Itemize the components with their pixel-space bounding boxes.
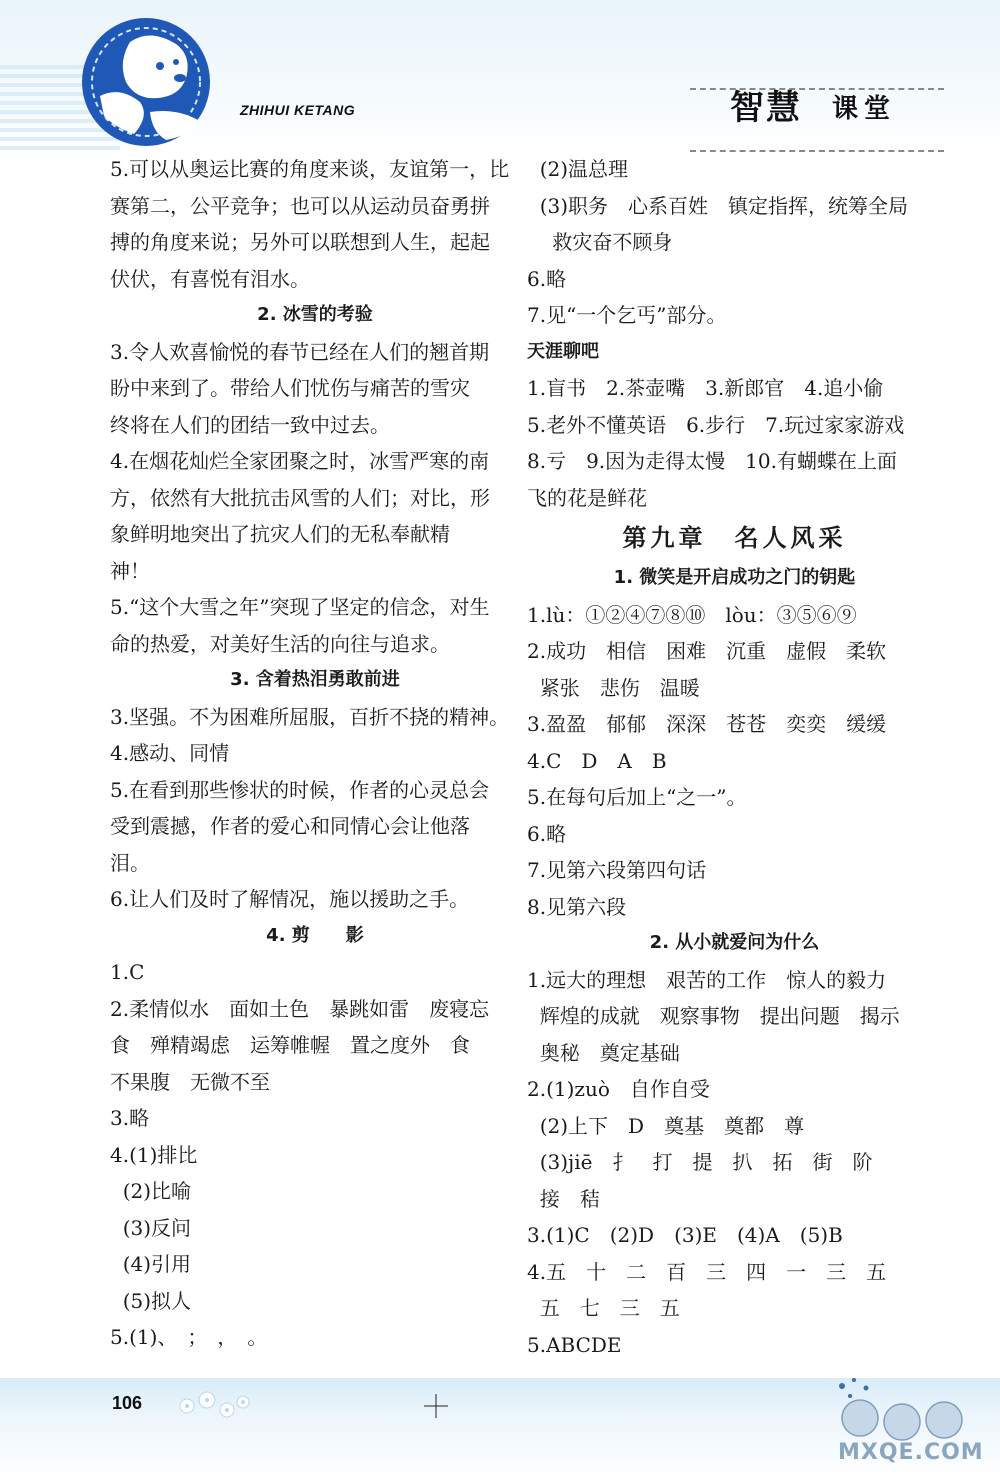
answer-line: (4)引用 — [110, 1252, 192, 1276]
answer-line: 5.在看到那些惨状的时候，作者的心灵总会 — [110, 777, 490, 802]
answer-line: 4.在烟花灿烂全家团聚之时，冰雪严寒的南 — [110, 449, 490, 473]
answer-line: 紧张 悲伤 温暖 — [527, 675, 700, 700]
brand-english: ZHIHUI KETANG — [240, 102, 356, 118]
answer-line: (2)温总理 — [527, 157, 629, 181]
answer-line: (3)jiē 扌 打 提 扒 拓 街 阶 — [527, 1150, 873, 1174]
registration-mark-icon — [424, 1394, 448, 1418]
answer-line: 4.五 十 二 百 三 四 一 三 五 — [527, 1259, 887, 1284]
answer-line: 象鲜明地突出了抗灾人们的无私奉献精 — [110, 522, 450, 546]
answer-line: 6.让人们及时了解情况，施以援助之手。 — [110, 887, 470, 911]
answer-line: 2.柔情似水 面如土色 暴跳如雷 废寝忘 — [110, 996, 490, 1021]
answer-line: 命的热爱，对美好生活的向往与追求。 — [110, 631, 450, 656]
answer-line: (3)职务 心系百姓 镇定指挥，统筹全局 — [527, 193, 909, 218]
answer-line: 2.成功 相信 困难 沉重 虚假 柔软 — [527, 639, 887, 663]
brand-box — [690, 88, 944, 152]
answer-line: 神！ — [110, 558, 150, 583]
answer-line: 伏伏，有喜悦有泪水。 — [110, 266, 310, 291]
answer-line: (2)上下 D 奠基 奠都 尊 — [527, 1113, 805, 1138]
answer-line: 方，依然有大批抗击风雪的人们；对比，形 — [110, 485, 490, 510]
answer-line: 4.C D A B — [527, 748, 667, 773]
answer-line: 泪。 — [110, 850, 150, 875]
answer-line: 1.远大的理想 艰苦的工作 惊人的毅力 — [527, 967, 887, 992]
section-heading: 2. 冰雪的考验 — [257, 304, 373, 325]
answer-line: 5.在每句后加上“之一”。 — [527, 785, 747, 809]
section-label: 天涯聊吧 — [527, 340, 599, 362]
answer-line: (3)反问 — [110, 1215, 192, 1240]
answer-line: (2)比喻 — [110, 1179, 192, 1203]
answer-line: 救灾奋不顾身 — [527, 230, 673, 254]
section-heading: 2. 从小就爱问为什么 — [649, 932, 820, 953]
page-number: 106 — [112, 1393, 143, 1413]
answer-line: 1.C — [110, 960, 145, 984]
answer-line: 8.见第六段 — [527, 894, 627, 919]
chapter-title: 第九章 名人风采 — [622, 523, 847, 552]
answer-line: 赛第二，公平竞争；也可以从运动员奋勇拼 — [110, 193, 490, 218]
answer-line: 终将在人们的团结一致中过去。 — [110, 412, 390, 437]
answer-line: 4.(1)排比 — [110, 1142, 198, 1167]
answer-line: 6.略 — [527, 821, 567, 846]
flower-decoration-icon — [175, 1388, 255, 1428]
bear-logo-icon — [80, 16, 212, 148]
answer-line: 3.(1)C (2)D (3)E (4)A (5)B — [527, 1223, 843, 1247]
answer-line: (5)拟人 — [110, 1288, 192, 1313]
section-heading: 1. 微笑是开启成功之门的钥匙 — [613, 567, 856, 588]
answer-line: 3.盈盈 郁郁 深深 苍苍 奕奕 缓缓 — [527, 712, 887, 736]
answer-line: 5.可以从奥运比赛的角度来谈，友谊第一，比 — [110, 157, 510, 181]
section-heading: 3. 含着热泪勇敢前进 — [230, 669, 400, 690]
answer-line: 5.(1)、 ； ， 。 — [110, 1325, 268, 1349]
answer-line: 4.感动、同情 — [110, 741, 230, 765]
answer-line: 飞的花是鲜花 — [527, 485, 647, 510]
answer-line: 1.lù：①②④⑦⑧⑩ lòu：③⑤⑥⑨ — [527, 602, 857, 627]
watermark-text: MXQE.COM — [838, 1440, 984, 1465]
answer-line: 盼中来到了。带给人们忧伤与痛苦的雪灾 — [110, 376, 470, 400]
answer-line: 7.见“一个乞丐”部分。 — [527, 303, 727, 327]
answer-line: 6.略 — [527, 266, 567, 291]
answer-line: 受到震撼，作者的爱心和同情心会让他落 — [110, 814, 470, 838]
answer-line: 3.略 — [110, 1106, 150, 1130]
answer-line: 7.见第六段第四句话 — [527, 858, 707, 882]
answer-line: 搏的角度来说；另外可以联想到人生，起起 — [110, 230, 490, 254]
answer-line: 3.坚强。不为困难所屈服，百折不挠的精神。 — [110, 704, 510, 729]
answer-line: 5.ABCDE — [527, 1332, 622, 1357]
answer-line: 3.令人欢喜愉悦的春节已经在人们的翘首期 — [110, 339, 490, 364]
answer-line: 辉煌的成就 观察事物 提出问题 揭示 — [527, 1004, 900, 1028]
answer-line: 五 七 三 五 — [527, 1296, 680, 1320]
right-answer-column — [527, 151, 942, 1363]
section-heading: 4. 剪 影 — [266, 924, 364, 946]
brand-chinese-sub: 课堂 — [832, 94, 897, 124]
answer-line: 食 殚精竭虑 运筹帷幄 置之度外 食 — [110, 1033, 470, 1057]
brand-chinese-main: 智慧 — [730, 88, 802, 128]
answer-line: 5.“这个大雪之年”突现了坚定的信念，对生 — [110, 595, 490, 619]
answer-line: 2.(1)zuò 自作自受 — [527, 1077, 710, 1101]
answer-line: 接 秸 — [527, 1186, 600, 1211]
answer-line: 8.亏 9.因为走得太慢 10.有蝴蝶在上面 — [527, 449, 897, 473]
answer-line: 奥秘 奠定基础 — [527, 1040, 680, 1065]
left-answer-column — [110, 151, 520, 1356]
answer-line: 1.盲书 2.茶壶嘴 3.新郎官 4.追小偷 — [527, 376, 884, 400]
answer-line: 5.老外不懂英语 6.步行 7.玩过家家游戏 — [527, 412, 905, 437]
answer-line: 不果腹 无微不至 — [110, 1069, 270, 1094]
